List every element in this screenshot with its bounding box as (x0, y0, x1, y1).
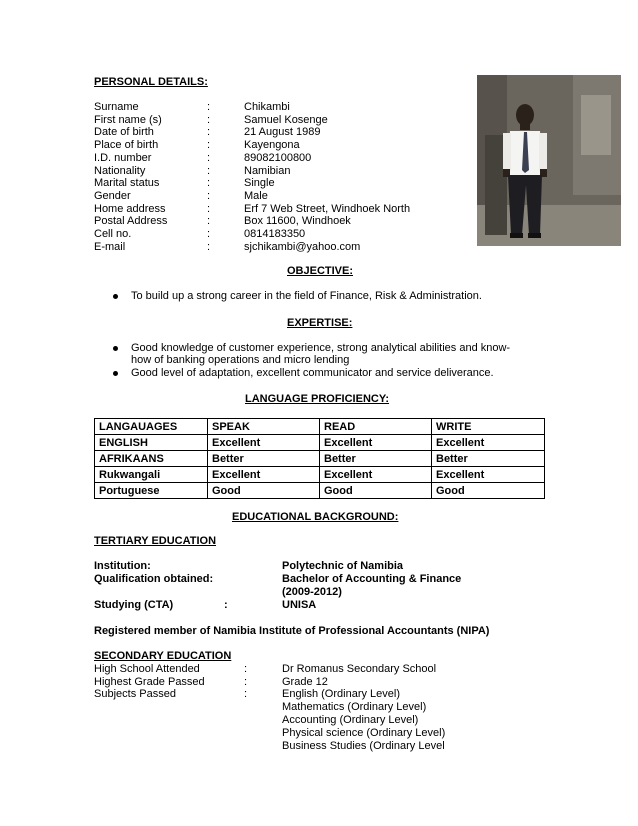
table-row (95, 467, 545, 483)
personal-detail-value: Erf 7 Web Street, Windhoek North (244, 203, 411, 215)
personal-detail-label: I.D. number (94, 152, 152, 164)
qualification-value: Bachelor of Accounting & Finance (282, 573, 462, 585)
subject-item: Accounting (Ordinary Level) (282, 714, 419, 726)
personal-detail-value: Namibian (244, 165, 291, 177)
bullet-icon (113, 294, 118, 299)
language-table (94, 418, 545, 499)
bullet-icon (113, 371, 118, 376)
language-table-header-cell: LANGAUAGES (95, 419, 208, 435)
personal-detail-value: Samuel Kosenge (244, 114, 328, 126)
personal-detail-value: 21 August 1989 (244, 126, 321, 138)
personal-detail-colon: : (207, 177, 211, 189)
personal-detail-colon: : (207, 241, 211, 253)
language-table-header (95, 419, 545, 435)
language-table-cell: ENGLISH (95, 435, 208, 451)
personal-detail-value: 0814183350 (244, 228, 306, 240)
person-photo-icon (477, 75, 621, 246)
institution-label: Institution: (94, 560, 151, 572)
expertise-item-1-line1: Good knowledge of customer experience, strong analytical abilities and know- (131, 342, 511, 354)
personal-detail-value: Kayengona (244, 139, 300, 151)
bullet-icon (113, 346, 118, 351)
grade-label: Highest Grade Passed (94, 676, 205, 688)
personal-detail-label: Marital status (94, 177, 160, 189)
language-proficiency-heading: LANGUAGE PROFICIENCY: (245, 393, 390, 405)
personal-detail-colon: : (207, 165, 211, 177)
table-row (95, 435, 545, 451)
personal-detail-colon: : (207, 228, 211, 240)
table-row (95, 483, 545, 499)
subject-item: English (Ordinary Level) (282, 688, 400, 700)
personal-detail-colon: : (207, 203, 211, 215)
language-table-cell: Better (432, 451, 545, 467)
subject-item: Business Studies (Ordinary Level (282, 740, 445, 752)
language-table-header-cell: SPEAK (208, 419, 320, 435)
objective-heading: OBJECTIVE: (287, 265, 354, 277)
secondary-education-heading: SECONDARY EDUCATION (94, 650, 232, 662)
personal-detail-value: sjchikambi@yahoo.com (244, 241, 361, 253)
subject-item: Mathematics (Ordinary Level) (282, 701, 427, 713)
subject-item: Physical science (Ordinary Level) (282, 727, 446, 739)
studying-colon: : (224, 599, 228, 611)
language-table-cell: Good (432, 483, 545, 499)
personal-detail-colon: : (207, 126, 211, 138)
personal-detail-colon: : (207, 152, 211, 164)
subjects-colon: : (244, 688, 248, 700)
language-table-cell: Better (208, 451, 320, 467)
expertise-item-2: Good level of adaptation, excellent communicator and service deliverance. (131, 367, 494, 379)
personal-detail-value: Single (244, 177, 275, 189)
personal-detail-value: Box 11600, Windhoek (244, 215, 351, 227)
language-table-cell: Good (320, 483, 432, 499)
language-table-cell: Excellent (208, 435, 320, 451)
grade-value: Grade 12 (282, 676, 328, 688)
expertise-heading: EXPERTISE: (287, 317, 353, 329)
language-table-cell: Rukwangali (95, 467, 208, 483)
table-row (95, 451, 545, 467)
personal-detail-label: Nationality (94, 165, 146, 177)
personal-detail-label: Surname (94, 101, 139, 113)
personal-detail-colon: : (207, 114, 211, 126)
language-table-cell: Excellent (208, 467, 320, 483)
membership-statement: Registered member of Namibia Institute of Professional Accountants (NIPA) (94, 625, 490, 637)
language-table-header-cell: READ (320, 419, 432, 435)
personal-detail-label: E-mail (94, 241, 126, 253)
personal-detail-value: Male (244, 190, 268, 202)
personal-detail-label: Place of birth (94, 139, 159, 151)
personal-detail-label: First name (s) (94, 114, 162, 126)
qualification-label: Qualification obtained: (94, 573, 214, 585)
personal-detail-colon: : (207, 215, 211, 227)
language-table-cell: Excellent (320, 435, 432, 451)
studying-label: Studying (CTA) (94, 599, 174, 611)
language-table-cell: Excellent (432, 435, 545, 451)
language-table-header-cell: WRITE (432, 419, 545, 435)
subjects-label: Subjects Passed (94, 688, 176, 700)
personal-detail-colon: : (207, 190, 211, 202)
school-label: High School Attended (94, 663, 200, 675)
personal-detail-label: Home address (94, 203, 166, 215)
personal-detail-label: Gender (94, 190, 131, 202)
objective-item: To build up a strong career in the field of Finance, Risk & Administration. (131, 290, 482, 302)
personal-detail-colon: : (207, 139, 211, 151)
language-table-cell: Portuguese (95, 483, 208, 499)
studying-value: UNISA (282, 599, 317, 611)
language-table-cell: Better (320, 451, 432, 467)
personal-detail-value: Chikambi (244, 101, 290, 113)
qualification-years: (2009-2012) (282, 586, 342, 598)
language-table-cell: Excellent (320, 467, 432, 483)
personal-detail-label: Date of birth (94, 126, 154, 138)
language-table-cell: Good (208, 483, 320, 499)
grade-colon: : (244, 676, 248, 688)
expertise-item-1-line2: how of banking operations and micro lending (131, 354, 350, 366)
personal-detail-value: 89082100800 (244, 152, 312, 164)
profile-photo (477, 75, 621, 246)
personal-detail-label: Cell no. (94, 228, 132, 240)
personal-detail-label: Postal Address (94, 215, 168, 227)
school-value: Dr Romanus Secondary School (282, 663, 437, 675)
school-colon: : (244, 663, 248, 675)
personal-details-heading: PERSONAL DETAILS: (94, 76, 208, 88)
language-table-cell: Excellent (432, 467, 545, 483)
language-table-cell: AFRIKAANS (95, 451, 208, 467)
educational-background-heading: EDUCATIONAL BACKGROUND: (232, 511, 399, 523)
tertiary-education-heading: TERTIARY EDUCATION (94, 535, 217, 547)
institution-value: Polytechnic of Namibia (282, 560, 404, 572)
personal-detail-colon: : (207, 101, 211, 113)
